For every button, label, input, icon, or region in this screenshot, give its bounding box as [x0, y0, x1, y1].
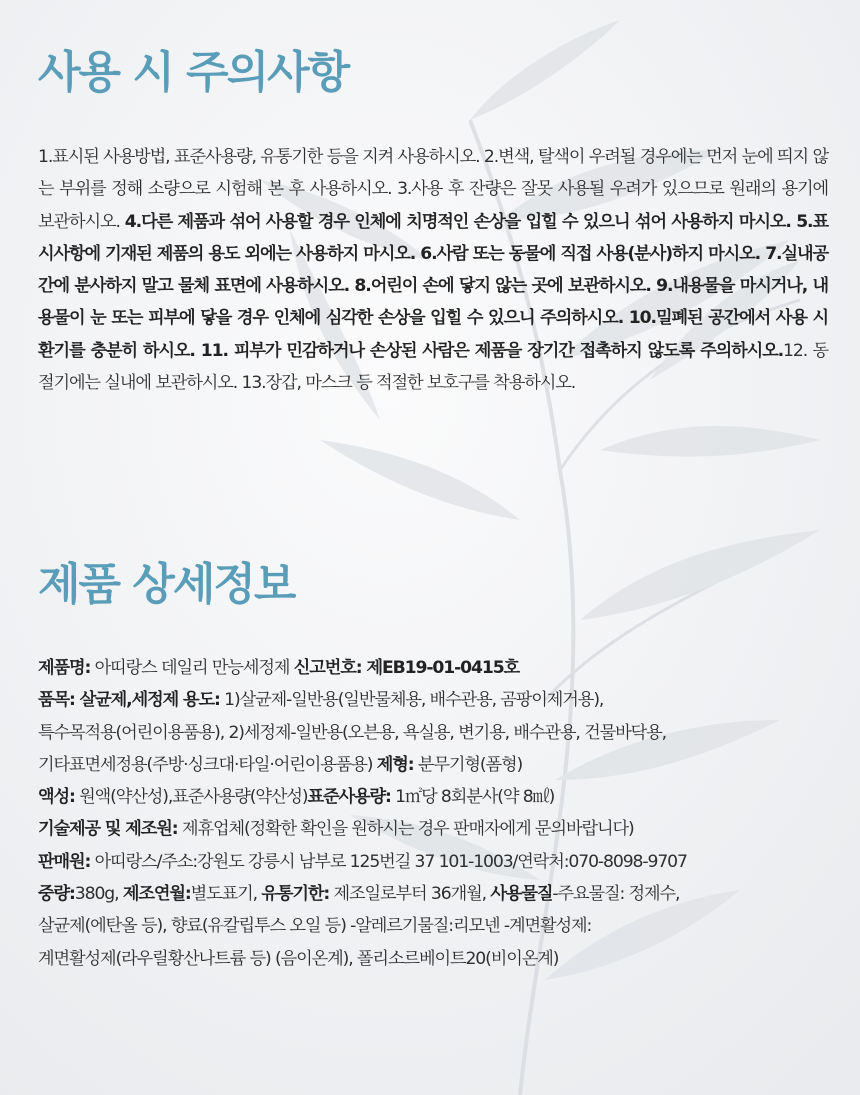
label-standard-usage: 표준사용량: [307, 787, 391, 808]
value-form: 분무기형(폼형) [413, 754, 523, 775]
product-title: 제품 상세정보 [38, 559, 295, 610]
label-report-number: 신고번호: 제EB19-01-0415호 [293, 658, 520, 678]
value-expiry: 제조일로부터 36개월, [329, 884, 491, 905]
caution-text [38, 141, 828, 399]
info-line-4 [38, 749, 828, 781]
caution-title: 사용 시 주의사항 [38, 47, 349, 98]
info-line-7 [38, 846, 828, 878]
label-item-usage: 품목: 살균제,세정제 용도: [38, 690, 220, 711]
label-substances: 사용물질 [490, 884, 553, 905]
value-substances-1: -주요물질: 정제수, [552, 884, 680, 905]
label-form: 제형: [376, 754, 414, 775]
value-usage-3: 기타표면세정용(주방·싱크대·타일·어린이용품용) [38, 754, 377, 775]
value-manufacturer: 제휴업체(정확한 확인을 원하시는 경우 판매자에게 문의바랍니다) [177, 819, 634, 840]
info-line-10 [38, 943, 828, 975]
label-expiry: 유통기한: [261, 884, 330, 905]
info-line-3 [38, 717, 828, 749]
product-info [38, 652, 828, 975]
value-substances-2: 살균제(에탄올 등), 향료(유칼립투스 오일 등) -알레르기물질:리모넨 -계면활성제: [38, 916, 592, 937]
value-usage-2: 특수목적용(어린이용품용), 2)세정제-일반용(오븐용, 욕실용, 변기용, 배수관용, 건물바닥용, [38, 722, 666, 743]
value-substances-3: 계면활성제(라우릴황산나트륨 등) (음이온계), 폴리소르베이트20(비이온계) [38, 948, 559, 969]
label-manufacture-date: 제조연월: [122, 884, 191, 905]
label-liquid: 액성: [38, 787, 75, 808]
label-product-name: 제품명: [38, 658, 91, 678]
label-manufacturer: 기술제공 및 제조원: [38, 819, 178, 840]
caution-text-part-2: 12. 동절기에는 실내에 보관하시오. 13.장갑, 마스크 등 적절한 보호구를 착용하시오. [38, 340, 828, 394]
caution-text-part-1: 1.표시된 사용방법, 표준사용량, 유통기한 등을 지켜 사용하시오. 2.변색, 탈색이 우려될 경우에는 먼저 눈에 띄지 않는 부위를 정해 소량으로 시험해 본 후 사용하시오. 3.사용 후 잔량은 잘못 사용될 우려가 있으므로 원래의 용기에 보관하시오. [38, 147, 828, 232]
value-product-name: 아띠랑스 데일리 만능세정제 [90, 658, 294, 678]
value-weight: 380g, [74, 884, 123, 905]
info-line-8 [38, 878, 828, 910]
label-seller: 판매원: [38, 851, 91, 872]
label-weight: 중량: [38, 884, 75, 905]
info-line-1 [38, 652, 828, 684]
value-liquid: 원액(약산성),표준사용량(약산성) [74, 787, 308, 808]
value-standard-usage: 1㎡당 8회분사(약 8㎖) [390, 787, 555, 808]
info-line-9 [38, 910, 828, 942]
value-seller: 아띠랑스/주소:강원도 강릉시 남부로 125번길 37 101-1003/연락처:070-8098-9707 [90, 851, 687, 872]
value-manufacture-date: 별도표기, [190, 884, 262, 905]
info-line-6 [38, 813, 828, 845]
info-line-5 [38, 781, 828, 813]
caution-text-bold: 4.다른 제품과 섞어 사용할 경우 인체에 치명적인 손상을 입힐 수 있으니 섞어 사용하지 마시오. 5.표시사항에 기재된 제품의 용도 외에는 사용하지 마시오. 6.사람 또는 동물에 직접 사용(분사)하지 마시오. 7.실내공간에 분사하지 말고 물체 표면에 사용하시오. 8.어린이 손에 닿지 않는 곳에 보관하시오. 9.내용물을 마시거나, 내용물이 눈 또는 피부에 닿을 경우 인체에 심각한 손상을 입힐 수 있으니 주의하시오. 10.밀폐된 공간에서 사용 시 환기를 충분히 하시오. 11. 피부가 민감하거나 손상된 사람은 제품을 장기간 접촉하지 않도록 주의하시오. [38, 211, 828, 361]
info-line-2 [38, 684, 828, 716]
value-usage-1: 1)살균제-일반용(일반물체용, 배수관용, 곰팡이제거용), [219, 690, 604, 711]
